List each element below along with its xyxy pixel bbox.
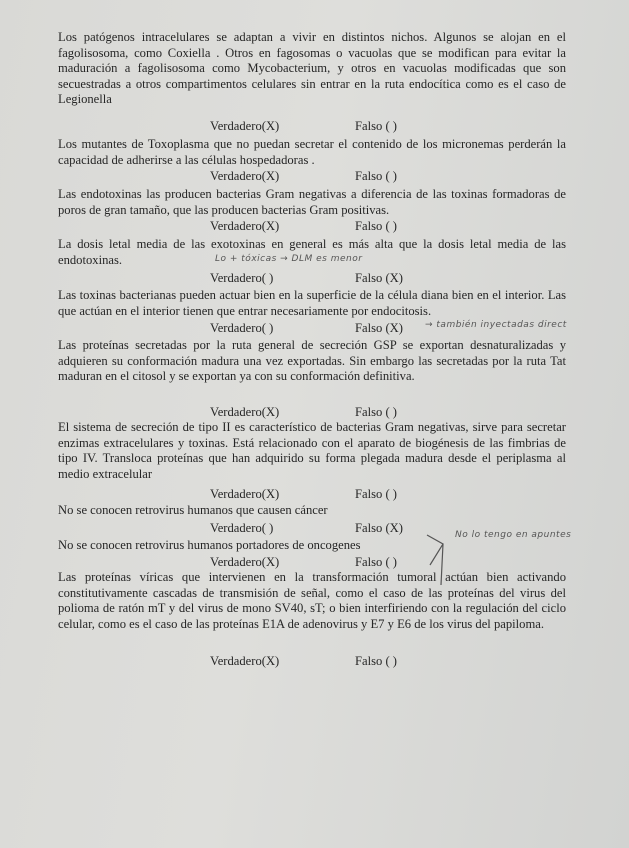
question-text: La dosis letal media de las exotoxinas en general es más alta que la dosis letal media de las endotoxinas. (58, 237, 566, 267)
question-text: No se conocen retrovirus humanos portadores de oncogenes (58, 538, 361, 552)
true-option[interactable]: Verdadero(X) (210, 219, 280, 233)
question-text: Los patógenos intracelulares se adaptan a vivir en distintos nichos. Algunos se alojan en el fagolisosoma, como Coxiella . Otros en fagosomas o vacuolas que se modifican para evitar la maduración a fagolisosoma como Mycobacterium, y otros en vacuolas modificadas que son secuestradas a otros compartimentos celulares sin entrar en la ruta endocítica como es el caso de Legionella (58, 30, 566, 107)
true-option[interactable]: Verdadero(X) (210, 119, 280, 133)
true-option[interactable]: Verdadero(X) (210, 654, 280, 668)
question-text: No se conocen retrovirus humanos que causen cáncer (58, 503, 328, 517)
question-text: Las endotoxinas las producen bacterias Gram negativas a diferencia de las toxinas formadoras de poros de gran tamaño, que las producen bacterias Gram positivas. (58, 187, 566, 217)
handwritten-note: → también inyectadas direct (425, 320, 567, 330)
false-option[interactable]: Falso ( ) (355, 654, 397, 668)
false-option[interactable]: Falso ( ) (355, 555, 397, 569)
false-option[interactable]: Falso (X) (355, 321, 403, 335)
false-option[interactable]: Falso (X) (355, 521, 403, 535)
false-option[interactable]: Falso ( ) (355, 169, 397, 183)
true-option[interactable]: Verdadero(X) (210, 169, 280, 183)
true-option[interactable]: Verdadero( ) (210, 271, 274, 285)
question-text: Las proteínas secretadas por la ruta general de secreción GSP se exportan desnaturalizadas y adquieren su conformación madura una vez exportadas. Sin embargo las secretadas por la ruta Tat maduran en el citosol y se exportan ya con su conformación definitiva. (58, 338, 566, 384)
bracket-mark (425, 530, 455, 590)
true-option[interactable]: Verdadero( ) (210, 321, 274, 335)
true-option[interactable]: Verdadero( ) (210, 521, 274, 535)
question-text: Las toxinas bacterianas pueden actuar bien en la superficie de la célula diana bien en el interior. Las que actúan en el interior tienen que entrar necesariamente por endocitosis. (58, 288, 566, 318)
handwritten-note: No lo tengo en apuntes (455, 530, 572, 540)
question-text: Los mutantes de Toxoplasma que no puedan secretar el contenido de los micronemas perderán la capacidad de adherirse a las células hospedadoras . (58, 137, 566, 167)
true-option[interactable]: Verdadero(X) (210, 405, 280, 419)
false-option[interactable]: Falso ( ) (355, 405, 397, 419)
question-text: El sistema de secreción de tipo II es característico de bacterias Gram negativas, sirve para secretar enzimas extracelulares y toxinas. Está relacionado con el aparato de biogénesis de las fimbrias de tipo IV. Transloca proteínas que han adquirido su forma plegada madura desde el periplasma al medio extracelular (58, 420, 566, 481)
true-option[interactable]: Verdadero(X) (210, 487, 280, 501)
question-text: Las proteínas víricas que intervienen en la transformación tumoral actúan bien activando constitutivamente cascadas de transmisión de señal, como el caso de las proteínas del virus del polioma de ratón mT y del virus de mono SV40, sT; o bien interfiriendo con la regulación del ciclo celular, como es el caso de las proteínas E1A de adenovirus y E7 y E6 de los virus del papiloma. (58, 570, 566, 631)
false-option[interactable]: Falso ( ) (355, 119, 397, 133)
true-option[interactable]: Verdadero(X) (210, 555, 280, 569)
false-option[interactable]: Falso ( ) (355, 219, 397, 233)
false-option[interactable]: Falso (X) (355, 271, 403, 285)
handwritten-note: Lo + tóxicas → DLM es menor (215, 254, 363, 264)
false-option[interactable]: Falso ( ) (355, 487, 397, 501)
